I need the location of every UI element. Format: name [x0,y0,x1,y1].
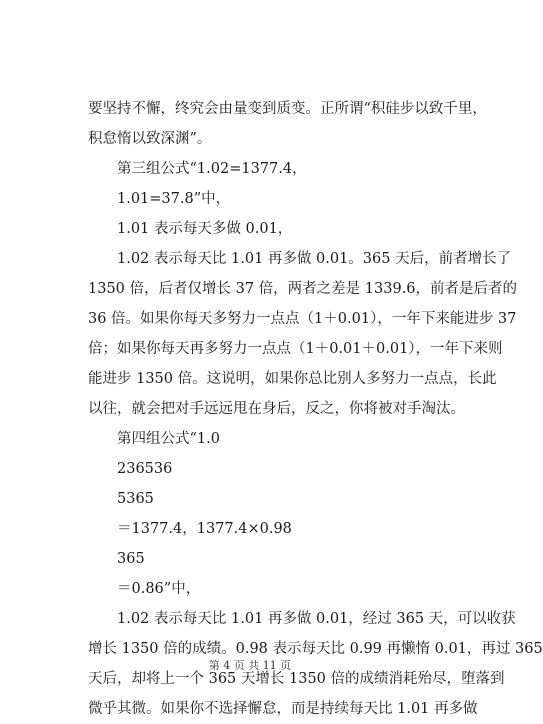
body-text [88,94,543,724]
text-line: 要坚持不懈，终究会由量变到质变。正所谓“积硅步以致千里， [88,101,487,117]
text-line: 天后，却将上一个 365 天增长 1350 倍的成绩消耗殆尽，堕落到 [88,671,505,687]
text-line: 236536 [117,461,173,477]
text-line: 1.02 表示每天比 1.01 再多做 0.01，经过 365 天，可以收获 [117,611,516,627]
text-line: 第三组公式“1.02=1377.4， [117,161,307,177]
text-line: 积怠惰以致深渊”。 [88,131,212,147]
text-line: 以往，就会把对手远远甩在身后，反之，你将被对手淘汰。 [88,401,465,417]
text-line: 倍；如果你每天再多努力一点点（1＋0.01＋0.01），一年下来则 [88,341,503,357]
text-line: 微乎其微。如果你不选择懈怠，而是持续每天比 1.01 再多做 [88,701,478,717]
text-line: 第四组公式“1.0 [117,431,220,447]
text-line: 1.01 表示每天多做 0.01， [117,221,293,237]
text-line: 1.02 表示每天比 1.01 再多做 0.01。365 天后，前者增长了 [117,251,512,267]
text-line: 1350 倍，后者仅增长 37 倍，两者之差是 1339.6，前者是后者的 [88,281,518,297]
text-line: 36 倍。如果你每天多努力一点点（1＋0.01），一年下来能进步 37 [88,311,517,327]
text-line: ＝1377.4，1377.4×0.98 [117,521,292,537]
text-line: 能进步 1350 倍。这说明，如果你总比别人多努力一点点，长此 [88,371,497,387]
page-footer: 第 4 页 共 11 页 [208,659,292,672]
text-line: 365 [117,551,145,567]
text-line: 5365 [117,491,154,507]
text-line: 1.01=37.8”中， [117,191,231,207]
text-line: ＝0.86”中， [117,581,201,597]
text-line: 增长 1350 倍的成绩。0.98 表示每天比 0.99 再懒惰 0.01，再过 365 [88,641,543,657]
